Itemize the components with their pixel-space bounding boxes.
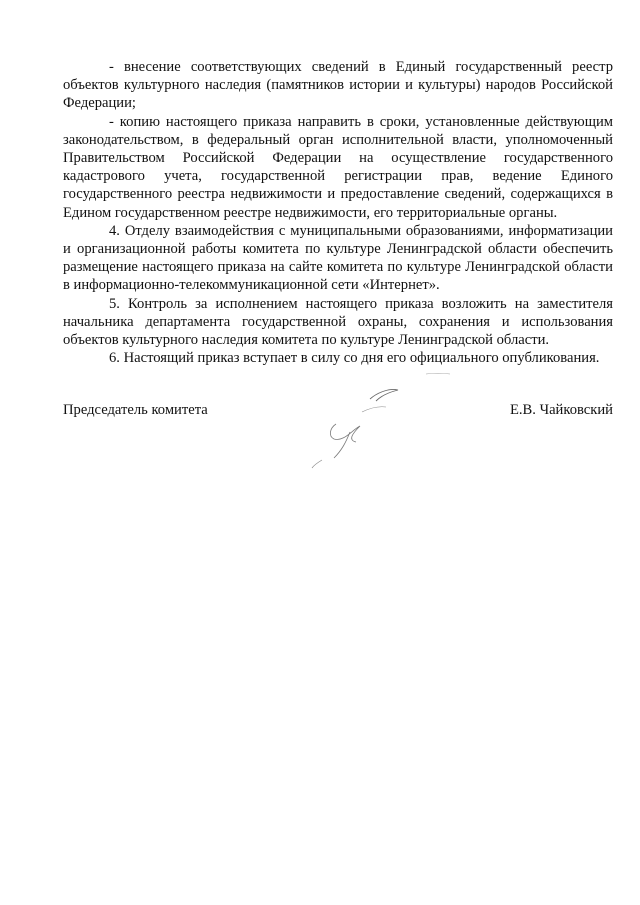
handwritten-signature-image [300,368,480,478]
paragraph-send-copy: - копию настоящего приказа направить в сроки, установленные действующим законодательством, в федеральный орган исполнительной власти, уполномоченный Правительством Российской Федерации на осуществление государственного кадастрового учета, государственной регистрации прав, ведение Единого государственного реестра недвижимости и предоставление сведений, содержащихся в Едином государственном реестре недвижимости, его территориальные органы. [63,113,613,221]
document-body [63,58,613,367]
paragraph-item-6: 6. Настоящий приказ вступает в силу со дня его официального опубликования. [109,350,600,367]
signatory-title: Председатель комитета [63,402,208,418]
paragraph-item-5: 5. Контроль за исполнением настоящего приказа возложить на заместителя начальника департамента государственной охраны, сохранения и использования объектов культурного наследия комитета по культуре Ленинградской области. [63,295,613,349]
signatory-name: Е.В. Чайковский [509,402,613,418]
paragraph-item-4: 4. Отделу взаимодействия с муниципальными образованиями, информатизации и организационной работы комитета по культуре Ленинградской области обеспечить размещение настоящего приказа на сайте комитета по культуре Ленинградской области в информационно-телекоммуникационной сети «Интернет». [63,222,613,294]
paragraph-registry-entry: - внесение соответствующих сведений в Единый государственный реестр объектов культурного наследия (памятников истории и культуры) народов Российской Федерации; [63,59,613,112]
signature-block [63,401,613,421]
